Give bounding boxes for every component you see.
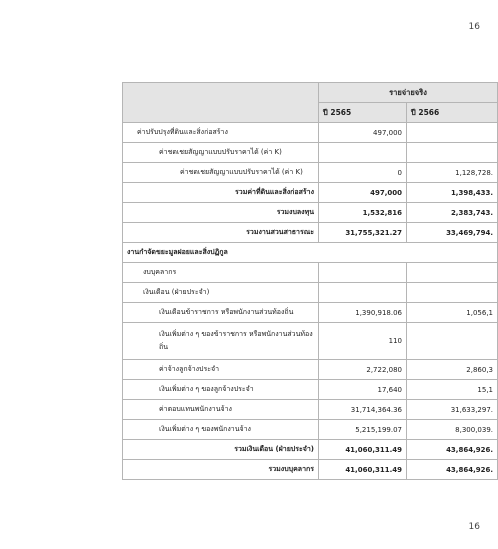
page-number-bottom: 16	[468, 522, 480, 532]
row-label: เงินเพิ่มต่าง ๆ ของข้าราชการ หรือพนักงานส่วนท้องถิ่น	[123, 323, 319, 360]
row-label: รวมงานสวนสาธารณะ	[123, 223, 319, 243]
row-label: ค่าปรับปรุงที่ดินและสิ่งก่อสร้าง	[123, 123, 319, 143]
table-row	[123, 380, 498, 400]
row-label: งบบุคลากร	[123, 263, 319, 283]
row-value-2566: 2,860,3	[407, 360, 498, 380]
subtotal-row	[123, 183, 498, 203]
row-value-2565: 5,215,199.07	[319, 420, 407, 440]
row-value-2566: 1,128,728.	[407, 163, 498, 183]
row-value-2565: 41,060,311.49	[319, 440, 407, 460]
row-value-2565	[319, 143, 407, 163]
row-value-2565: 0	[319, 163, 407, 183]
row-value-2565	[319, 263, 407, 283]
row-label: ค่าชดเชยสัญญาแบบปรับราคาได้ (ค่า K)	[123, 163, 319, 183]
row-value-2566: 15,1	[407, 380, 498, 400]
row-value-2565: 41,060,311.49	[319, 460, 407, 480]
row-label: เงินเพิ่มต่าง ๆ ของลูกจ้างประจำ	[123, 380, 319, 400]
table-row	[123, 263, 498, 283]
row-value-2566: 1,056,1	[407, 303, 498, 323]
table-row	[123, 123, 498, 143]
row-value-2566	[407, 143, 498, 163]
row-value-2566: 31,633,297.	[407, 400, 498, 420]
table-row	[123, 303, 498, 323]
row-value-2566: 1,398,433.	[407, 183, 498, 203]
budget-table	[122, 82, 498, 480]
row-label: เงินเดือนข้าราชการ หรือพนักงานส่วนท้องถิ่น	[123, 303, 319, 323]
row-value-2565	[319, 283, 407, 303]
section-heading: งานกำจัดขยะมูลฝอยและสิ่งปฏิกูล	[123, 243, 498, 263]
row-label: รวมงบบุคลากร	[123, 460, 319, 480]
table-row	[123, 360, 498, 380]
row-label: ค่าชดเชยสัญญาแบบปรับราคาได้ (ค่า K)	[123, 143, 319, 163]
subtotal-row	[123, 203, 498, 223]
row-value-2566	[407, 123, 498, 143]
row-value-2565: 110	[319, 323, 407, 360]
row-label: ค่าตอบแทนพนักงานจ้าง	[123, 400, 319, 420]
row-value-2565: 31,714,364.36	[319, 400, 407, 420]
subtotal-row	[123, 460, 498, 480]
header-actual-expense: รายจ่ายจริง	[319, 83, 498, 103]
table-row	[123, 163, 498, 183]
row-value-2565: 17,640	[319, 380, 407, 400]
subtotal-row	[123, 440, 498, 460]
row-label: เงินเพิ่มต่าง ๆ ของพนักงานจ้าง	[123, 420, 319, 440]
row-value-2566	[407, 283, 498, 303]
header-year-2566: ปี 2566	[407, 103, 498, 123]
header-year-2565: ปี 2565	[319, 103, 407, 123]
row-value-2566: 33,469,794.	[407, 223, 498, 243]
row-label: รวมค่าที่ดินและสิ่งก่อสร้าง	[123, 183, 319, 203]
row-value-2565: 1,532,816	[319, 203, 407, 223]
table-row	[123, 143, 498, 163]
row-value-2565: 2,722,080	[319, 360, 407, 380]
row-value-2566: 43,864,926.	[407, 440, 498, 460]
section-row	[123, 243, 498, 263]
row-value-2565: 1,390,918.06	[319, 303, 407, 323]
row-label: ค่าจ้างลูกจ้างประจำ	[123, 360, 319, 380]
table-row	[123, 420, 498, 440]
row-value-2566	[407, 323, 498, 360]
table-row	[123, 400, 498, 420]
table-row	[123, 283, 498, 303]
row-label: รวมเงินเดือน (ฝ่ายประจำ)	[123, 440, 319, 460]
row-value-2566	[407, 263, 498, 283]
subtotal-row	[123, 223, 498, 243]
table-row	[123, 323, 498, 360]
row-value-2565: 31,755,321.27	[319, 223, 407, 243]
row-value-2566: 2,383,743.	[407, 203, 498, 223]
row-label: เงินเดือน (ฝ่ายประจำ)	[123, 283, 319, 303]
row-value-2565: 497,000	[319, 183, 407, 203]
page-number-top: 16	[468, 22, 480, 32]
header-row-group	[123, 83, 498, 103]
row-value-2565: 497,000	[319, 123, 407, 143]
row-label: รวมงบลงทุน	[123, 203, 319, 223]
header-blank-cell	[123, 83, 319, 123]
row-value-2566: 43,864,926.	[407, 460, 498, 480]
row-value-2566: 8,300,039.	[407, 420, 498, 440]
